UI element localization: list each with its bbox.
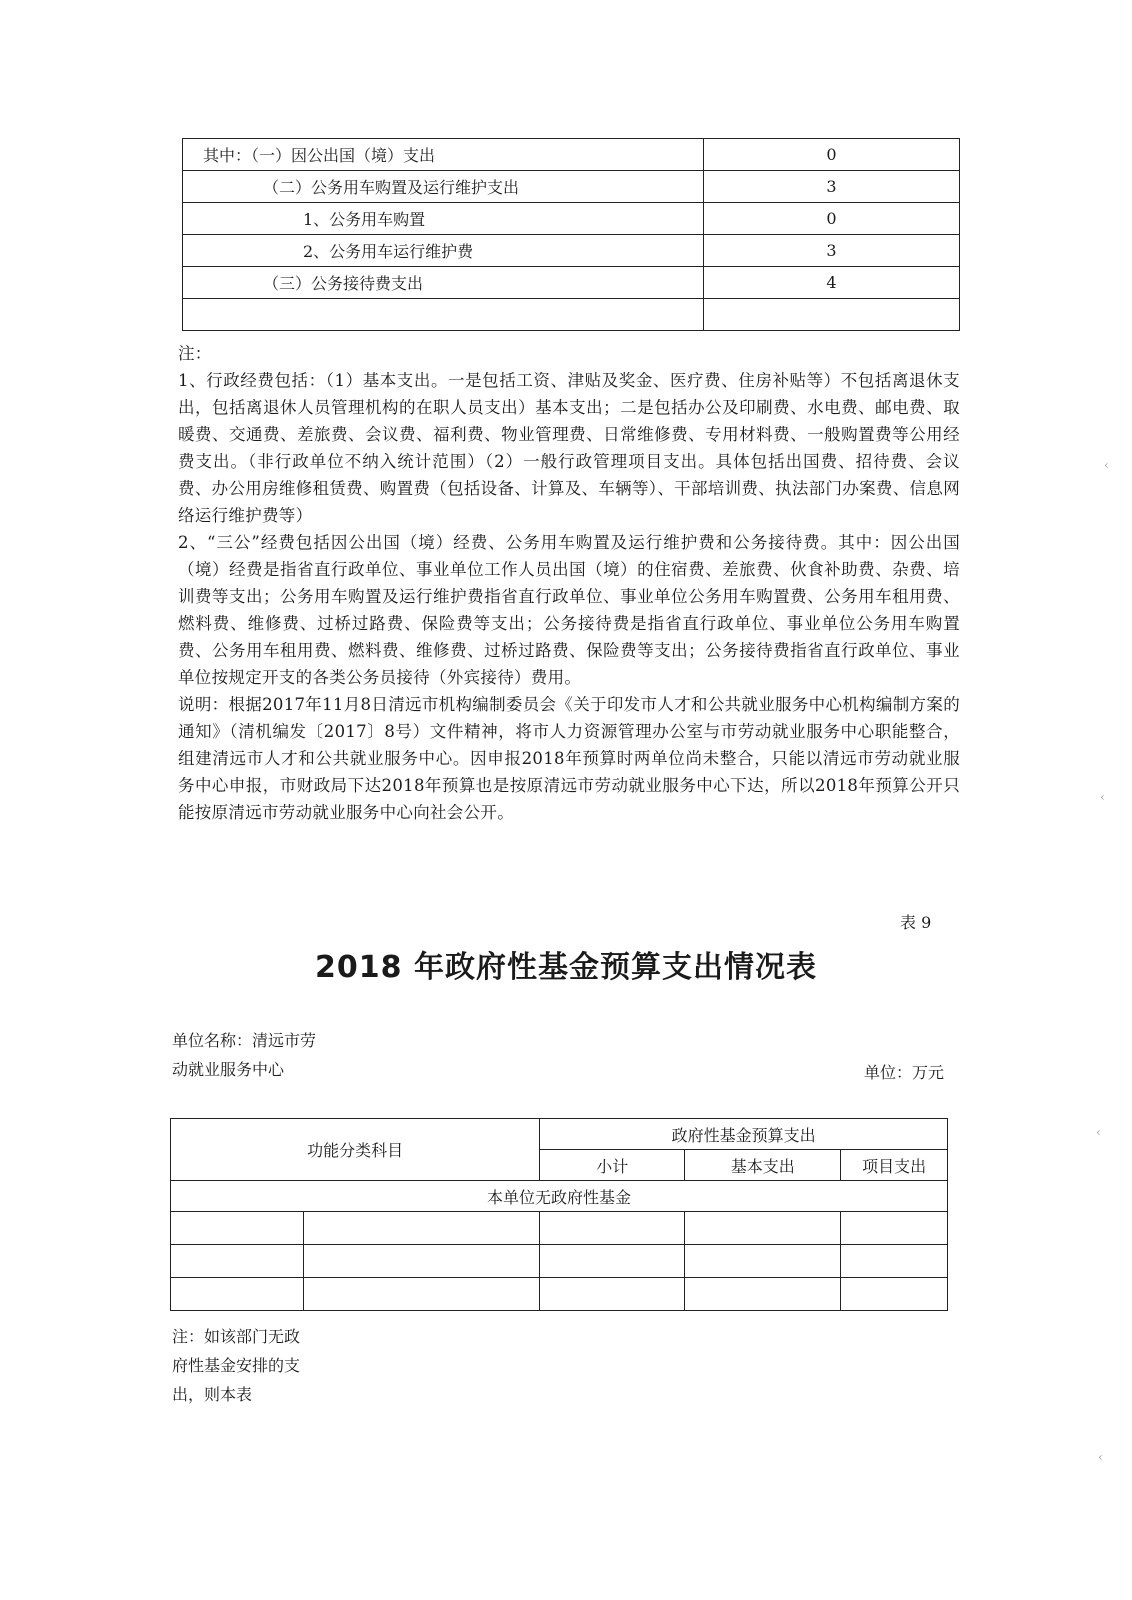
notes-heading: 注： (178, 344, 212, 363)
scan-mark: ‹ (1096, 1125, 1101, 1139)
table-cell (841, 1245, 948, 1278)
table-number: 表 9 (900, 913, 932, 932)
table-cell (685, 1278, 841, 1311)
row-label: （三）公务接待费支出 (183, 267, 704, 299)
table-row (183, 235, 960, 267)
table-cell (171, 1212, 304, 1245)
table-cell (304, 1278, 540, 1311)
header-row (171, 1119, 948, 1150)
header-func-category: 功能分类科目 (171, 1119, 540, 1181)
header-project: 项目支出 (841, 1150, 948, 1181)
row-label: 其中：（一）因公出国（境）支出 (183, 139, 704, 171)
explanation-paragraph: 说明：根据2017年11月8日清远市机构编制委员会《关于印发市人才和公共就业服务中心机构编制方案的通知》（清机编发〔2017〕8号）文件精神，将市人力资源管理办公室与市劳动就业服务中心职能整合，组建清远市人才和公共就业服务中心。因申报2018年预算时两单位尚未整合，只能以清远市劳动就业服务中心申报，市财政局下达2018年预算也是按原清远市劳动就业服务中心下达，所以2018年预算公开只能按原清远市劳动就业服务中心向社会公开。 (178, 695, 960, 822)
no-fund-note: 本单位无政府性基金 (171, 1181, 948, 1212)
page-title: 2018 年政府性基金预算支出情况表 (315, 950, 817, 985)
table-row (183, 203, 960, 235)
note-paragraph-1: 1、行政经费包括：（1）基本支出。一是包括工资、津贴及奖金、医疗费、住房补贴等）不包括离退休支出，包括离退休人员管理机构的在职人员支出）基本支出；二是包括办公及印刷费、水电费、邮电费、取暖费、交通费、差旅费、会议费、福利费、物业管理费、日常维修费、专用材料费、一般购置费等公用经费支出。（非行政单位不纳入统计范围）（2）一般行政管理项目支出。具体包括出国费、招待费、会议费、办公用房维修租赁费、购置费（包括设备、计算及、车辆等）、干部培训费、执法部门办案费、信息网络运行维护费等） (178, 371, 960, 525)
table-cell (540, 1212, 685, 1245)
table-cell (540, 1278, 685, 1311)
row-value: 3 (704, 171, 960, 203)
bottom-note: 注：如该部门无政府性基金安排的支出，则本表 (172, 1327, 301, 1404)
table-cell (171, 1245, 304, 1278)
notes-section (178, 340, 960, 826)
table-row (171, 1212, 948, 1245)
header-basic: 基本支出 (685, 1150, 841, 1181)
table-row (171, 1245, 948, 1278)
table-cell (304, 1212, 540, 1245)
row-label: 1、公务用车购置 (183, 203, 704, 235)
scan-mark: ‹ (1100, 790, 1105, 804)
table-row-empty (183, 299, 960, 331)
table-row (183, 267, 960, 299)
unit-name: 单位名称：清远市劳动就业服务中心 (172, 1031, 317, 1079)
row-value: 4 (704, 267, 960, 299)
row-value: 0 (704, 203, 960, 235)
fund-budget-table (170, 1118, 948, 1311)
scan-mark: ‹ (1098, 1450, 1103, 1464)
table-row (171, 1278, 948, 1311)
unit-label: 单位：万元 (864, 1063, 945, 1082)
table-cell (304, 1245, 540, 1278)
row-label: 2、公务用车运行维护费 (183, 235, 704, 267)
three-public-expense-table (182, 138, 960, 331)
table-row (183, 171, 960, 203)
header-subtotal: 小计 (540, 1150, 685, 1181)
table-cell (540, 1245, 685, 1278)
scan-mark: ‹ (1104, 458, 1109, 472)
row-value (704, 299, 960, 331)
table-cell (841, 1212, 948, 1245)
table-cell (841, 1278, 948, 1311)
table-row (171, 1181, 948, 1212)
row-value: 0 (704, 139, 960, 171)
table-row (183, 139, 960, 171)
header-fund-expense: 政府性基金预算支出 (540, 1119, 948, 1150)
table-cell (685, 1212, 841, 1245)
note-paragraph-2: 2、“三公”经费包括因公出国（境）经费、公务用车购置及运行维护费和公务接待费。其中：因公出国（境）经费是指省直行政单位、事业单位工作人员出国（境）的住宿费、差旅费、伙食补助费、杂费、培训费等支出；公务用车购置及运行维护费指省直行政单位、事业单位公务用车购置费、公务用车租用费、燃料费、维修费、过桥过路费、保险费等支出；公务接待费是指省直行政单位、事业单位公务用车购置费、公务用车租用费、燃料费、维修费、过桥过路费、保险费等支出；公务接待费指省直行政单位、事业单位按规定开支的各类公务员接待（外宾接待）费用。 (178, 533, 960, 687)
row-value: 3 (704, 235, 960, 267)
table-cell (171, 1278, 304, 1311)
row-label (183, 299, 704, 331)
row-label: （二）公务用车购置及运行维护支出 (183, 171, 704, 203)
table-cell (685, 1245, 841, 1278)
